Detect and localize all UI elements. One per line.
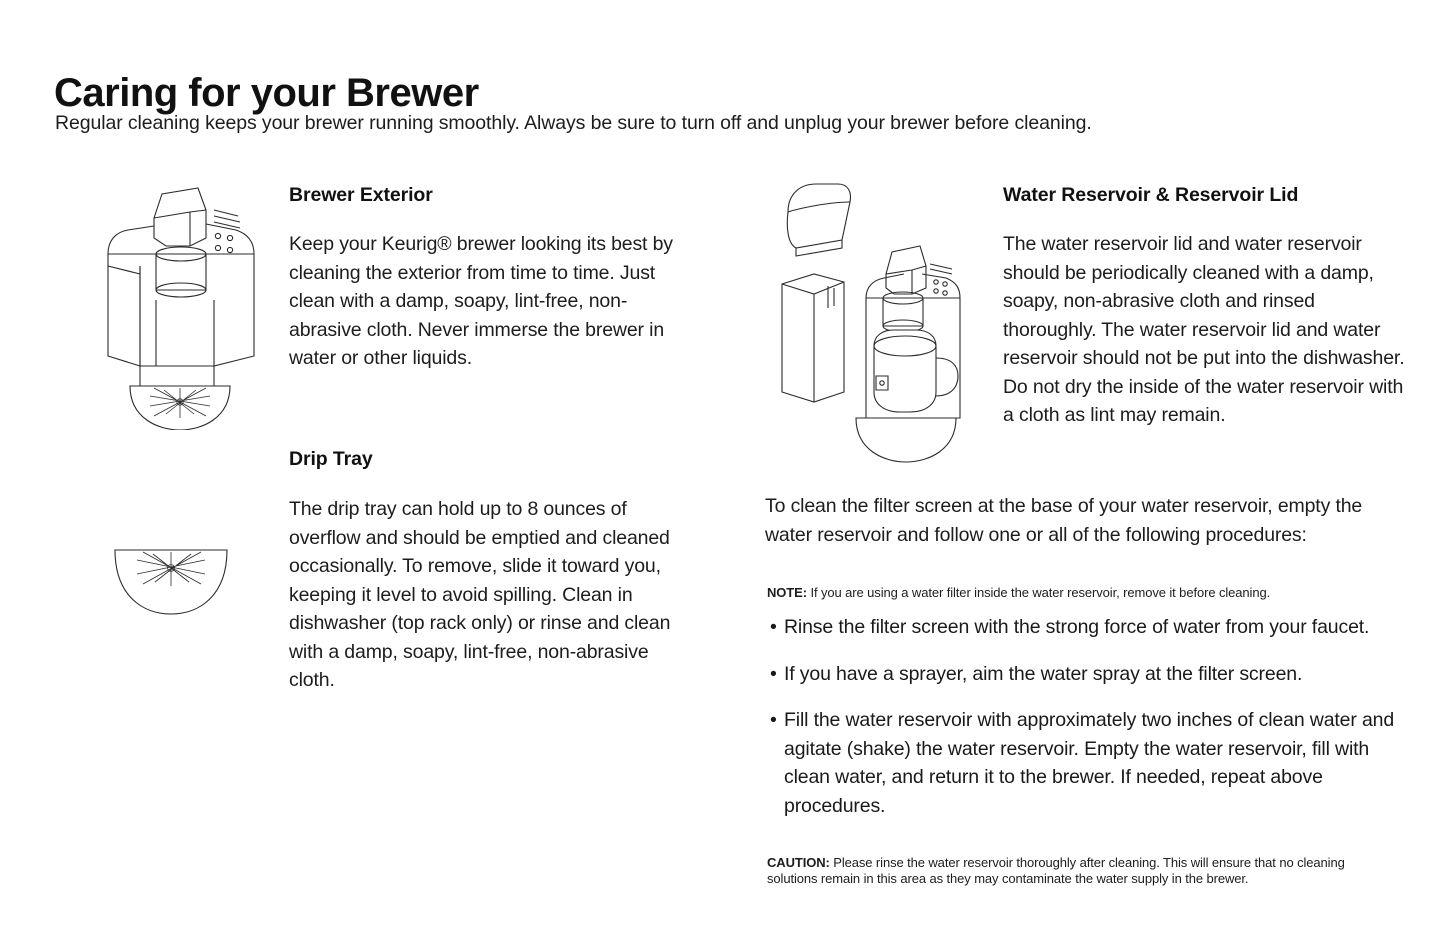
bullet-marker-icon: •	[770, 616, 777, 638]
caution-text: Please rinse the water reservoir thoroughly after cleaning. This will ensure that no cleaning solutions remain in this area as they may contaminate the water supply in the brewer.	[767, 855, 1345, 886]
section-body-drip-tray: The drip tray can hold up to 8 ounces of overflow and should be emptied and cleaned occasionally. To remove, slide it toward you, keeping it level to avoid spilling. Clean in dishwasher (top rack only) or rinse and clean with a damp, soapy, lint-free, non-abrasive cloth.	[289, 498, 671, 691]
page-title: Caring for your Brewer	[54, 70, 479, 115]
left-column	[54, 170, 694, 910]
filter-screen-bullet-list	[770, 613, 1415, 838]
keurig-brewer-illustration	[94, 180, 274, 430]
filter-screen-note	[767, 585, 1387, 601]
page-intro: Regular cleaning keeps your brewer running smoothly. Always be sure to turn off and unplug your brewer before cleaning.	[55, 112, 1092, 134]
list-item	[770, 660, 1415, 689]
list-item-text: Fill the water reservoir with approximately two inches of clean water and agitate (shake) the water reservoir. Empty the water reservoir, fill with clean water, and return it to the brewer. If needed, repeat above procedures.	[784, 709, 1395, 817]
section-heading-water-reservoir: Water Reservoir & Reservoir Lid	[1003, 184, 1299, 206]
caution-note	[767, 855, 1392, 887]
list-item	[770, 706, 1415, 820]
note-text: If you are using a water filter inside the water reservoir, remove it before cleaning.	[810, 585, 1271, 600]
section-body-water-reservoir: The water reservoir lid and water reservoir should be periodically cleaned with a damp, soapy, non-abrasive cloth and rinsed thoroughly. The water reservoir lid and water reservoir should not be put into the dishwasher. Do not dry the inside of the water reservoir with a cloth as lint may remain.	[1003, 233, 1405, 426]
water-reservoir-exploded-illustration	[770, 178, 990, 478]
right-column	[765, 170, 1410, 910]
list-item-text: Rinse the filter screen with the strong force of water from your faucet.	[784, 616, 1370, 638]
section-heading-brewer-exterior: Brewer Exterior	[289, 184, 433, 206]
bullet-marker-icon: •	[770, 662, 777, 685]
list-item-text: If you have a sprayer, aim the water spray at the filter screen.	[784, 662, 1303, 685]
bullet-marker-icon: •	[770, 709, 777, 731]
section-body-brewer-exterior: Keep your Keurig® brewer looking its best by cleaning the exterior from time to time. Just clean with a damp, soapy, lint-free, non-abrasive cloth. Never immerse the brewer in water or other liquids.	[289, 233, 673, 369]
caution-label: CAUTION:	[767, 855, 830, 870]
list-item	[770, 613, 1415, 642]
section-heading-drip-tray: Drip Tray	[289, 448, 373, 470]
note-label: NOTE:	[767, 585, 807, 600]
drip-tray-illustration	[109, 540, 234, 620]
filter-screen-intro: To clean the filter screen at the base of your water reservoir, empty the water reservoir and follow one or all of the following procedures:	[765, 495, 1363, 546]
